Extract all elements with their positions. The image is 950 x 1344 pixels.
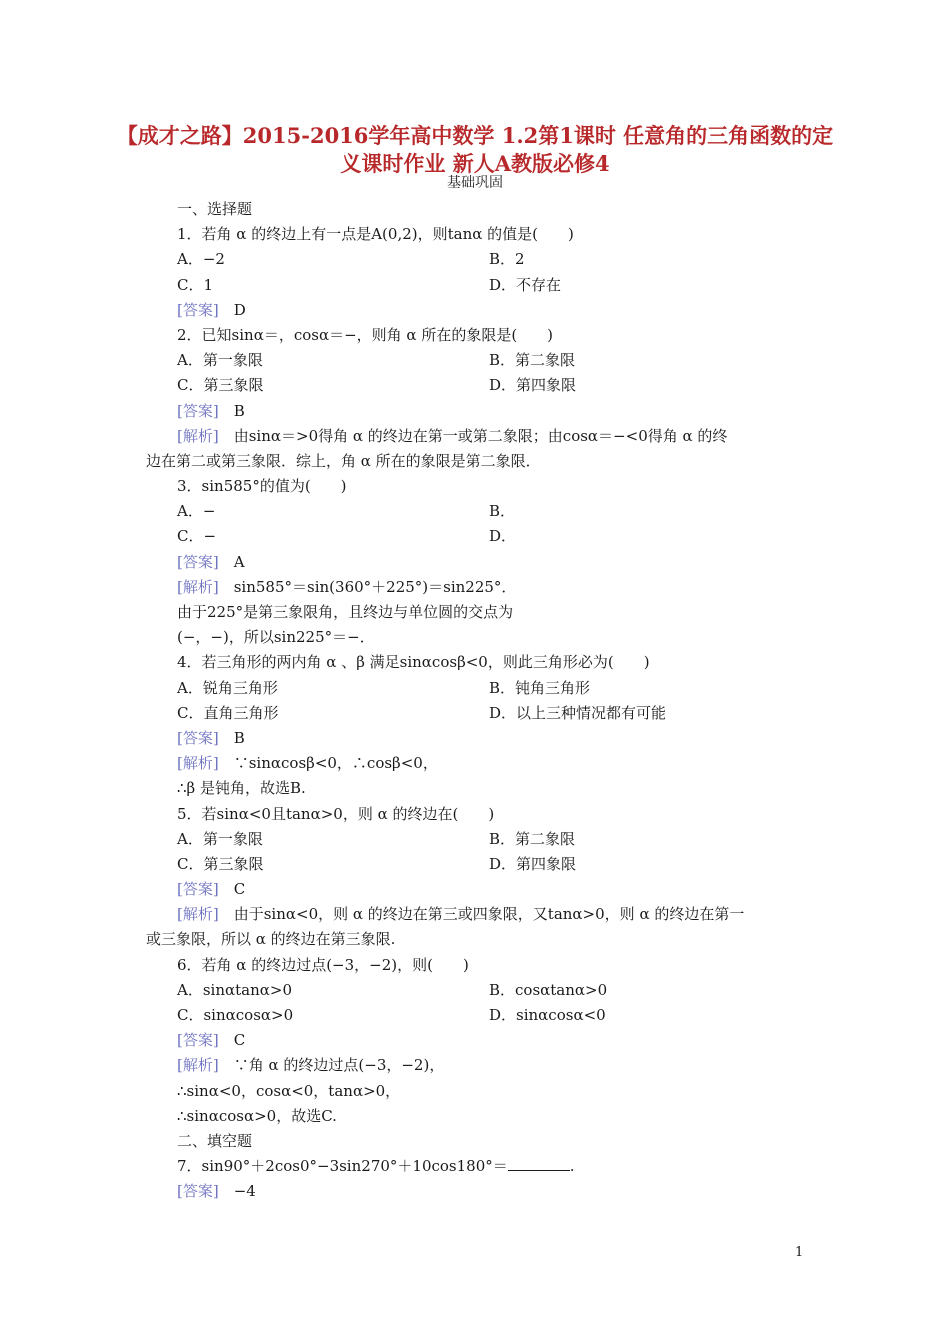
question-2-analysis-line-2: 边在第二或第三象限．综上，角 α 所在的象限是第二象限． <box>146 451 541 470</box>
document-subtitle: 基础巩固 <box>447 175 503 191</box>
question-3-option-c: C．− <box>177 527 217 546</box>
question-3-analysis-line-2: 由于225°是第三象限角，且终边与单位圆的交点为 <box>177 603 514 621</box>
question-1-option-a: A．−2 <box>177 250 225 269</box>
answer-label: [答案] <box>177 401 219 420</box>
question-5-option-b: B．第二象限 <box>489 829 576 848</box>
question-6-option-a: A．sinαtanα>0 <box>177 980 292 999</box>
question-1-stem: 1．若角 α 的终边上有一点是A(0,2)，则tanα 的值是( ) <box>177 225 574 244</box>
question-3-analysis-line-3: (−，−)，所以sin225°＝−． <box>177 628 375 647</box>
question-5-analysis-line-1 <box>177 902 744 927</box>
question-2-stem: 2．已知sinα＝，cosα＝−，则角 α 所在的象限是( ) <box>177 325 554 344</box>
page-number: 1 <box>795 1245 804 1260</box>
question-4-option-d: D．以上三种情况都有可能 <box>489 703 667 722</box>
answer-value: B <box>233 728 245 747</box>
question-2-option-b: B．第二象限 <box>489 351 576 370</box>
analysis-label: [解析] <box>177 754 219 773</box>
answer-value: −4 <box>233 1182 256 1201</box>
question-3-option-b: B． <box>489 502 516 521</box>
answer-label: [答案] <box>177 300 219 319</box>
question-6-stem: 6．若角 α 的终边过点(−3，−2)，则( ) <box>177 955 469 974</box>
answer-value: C <box>233 880 246 899</box>
question-6-option-c: C．sinαcosα>0 <box>177 1006 294 1024</box>
analysis-text: ∵sinαcosβ<0，∴cosβ<0， <box>233 754 438 773</box>
question-5-stem: 5．若sinα<0且tanα>0，则 α 的终边在( ) <box>177 804 495 823</box>
question-5-analysis-line-2: 或三象限，所以 α 的终边在第三象限. <box>146 930 396 949</box>
question-3-option-d: D． <box>489 527 517 546</box>
question-3-answer <box>177 550 245 575</box>
section-heading-fill: 二、填空题 <box>177 1131 253 1150</box>
question-5-answer <box>177 877 245 902</box>
answer-label: [答案] <box>177 552 219 571</box>
question-4-option-a: A．锐角三角形 <box>177 678 278 697</box>
analysis-label: [解析] <box>177 426 219 445</box>
analysis-text: ∵角 α 的终边过点(−3，−2)， <box>233 1056 445 1075</box>
analysis-label: [解析] <box>177 905 219 924</box>
question-2-answer <box>177 399 245 424</box>
question-2-option-c: C．第三象限 <box>177 376 264 395</box>
question-1-option-d: D．不存在 <box>489 275 562 294</box>
question-2-analysis-line-1 <box>177 424 727 449</box>
question-6-analysis-line-2: ∴sinα<0，cosα<0，tanα>0， <box>177 1081 401 1100</box>
question-1-option-b: B．2 <box>489 250 525 269</box>
question-7-stem <box>177 1154 575 1179</box>
question-6-analysis-line-1 <box>177 1053 444 1078</box>
question-6-option-b: B．cosαtanα>0 <box>489 980 608 999</box>
answer-blank <box>508 1156 570 1171</box>
answer-label: [答案] <box>177 1031 219 1050</box>
question-4-stem: 4．若三角形的两内角 α 、β 满足sinαcosβ<0，则此三角形必为( ) <box>177 653 650 672</box>
question-6-answer <box>177 1028 245 1053</box>
answer-label: [答案] <box>177 880 219 899</box>
question-5-option-a: A．第一象限 <box>177 829 263 848</box>
question-7-text: 7．sin90°＋2cos0°−3sin270°＋10cos180°＝ <box>177 1157 508 1176</box>
question-3-analysis-line-1 <box>177 575 516 600</box>
question-5-option-d: D．第四象限 <box>489 854 577 873</box>
question-1-option-c: C．1 <box>177 275 214 294</box>
question-3-stem: 3．sin585°的值为( ) <box>177 477 347 496</box>
question-1-answer <box>177 298 246 323</box>
answer-value: B <box>233 401 245 420</box>
question-4-option-c: C．直角三角形 <box>177 703 279 722</box>
document-body <box>0 197 950 1205</box>
analysis-text: 由于sinα<0，则 α 的终边在第三或四象限，又tanα>0，则 α 的终边在第一 <box>233 905 745 924</box>
question-6-analysis-line-3: ∴sinαcosα>0，故选C. <box>177 1106 337 1125</box>
section-heading-choice: 一、选择题 <box>177 200 253 218</box>
question-2-option-d: D．第四象限 <box>489 376 577 395</box>
answer-value: C <box>233 1031 246 1050</box>
question-2-option-a: A．第一象限 <box>177 351 263 370</box>
question-4-analysis-line-1 <box>177 751 438 776</box>
answer-label: [答案] <box>177 728 219 747</box>
question-7-end: . <box>569 1157 575 1176</box>
document-title: 【成才之路】2015-2016学年高中数学 1.2第1课时 任意角的三角函数的定义课时作业 新人A教版必修4 <box>116 123 834 176</box>
question-4-option-b: B．钝角三角形 <box>489 678 591 697</box>
question-4-analysis-line-2: ∴β 是钝角，故选B. <box>177 779 306 798</box>
answer-label: [答案] <box>177 1182 219 1201</box>
answer-value: D <box>233 300 246 319</box>
answer-value: A <box>233 552 245 571</box>
question-5-option-c: C．第三象限 <box>177 854 264 873</box>
analysis-label: [解析] <box>177 1056 219 1075</box>
question-7-answer <box>177 1179 256 1204</box>
analysis-label: [解析] <box>177 577 219 596</box>
analysis-text: sin585°＝sin(360°＋225°)＝sin225°． <box>233 577 517 596</box>
analysis-text: 由sinα＝>0得角 α 的终边在第一或第二象限；由cosα＝−<0得角 α 的终 <box>233 426 728 445</box>
question-6-option-d: D．sinαcosα<0 <box>489 1006 606 1024</box>
question-3-option-a: A．− <box>177 502 216 521</box>
question-4-answer <box>177 726 245 751</box>
